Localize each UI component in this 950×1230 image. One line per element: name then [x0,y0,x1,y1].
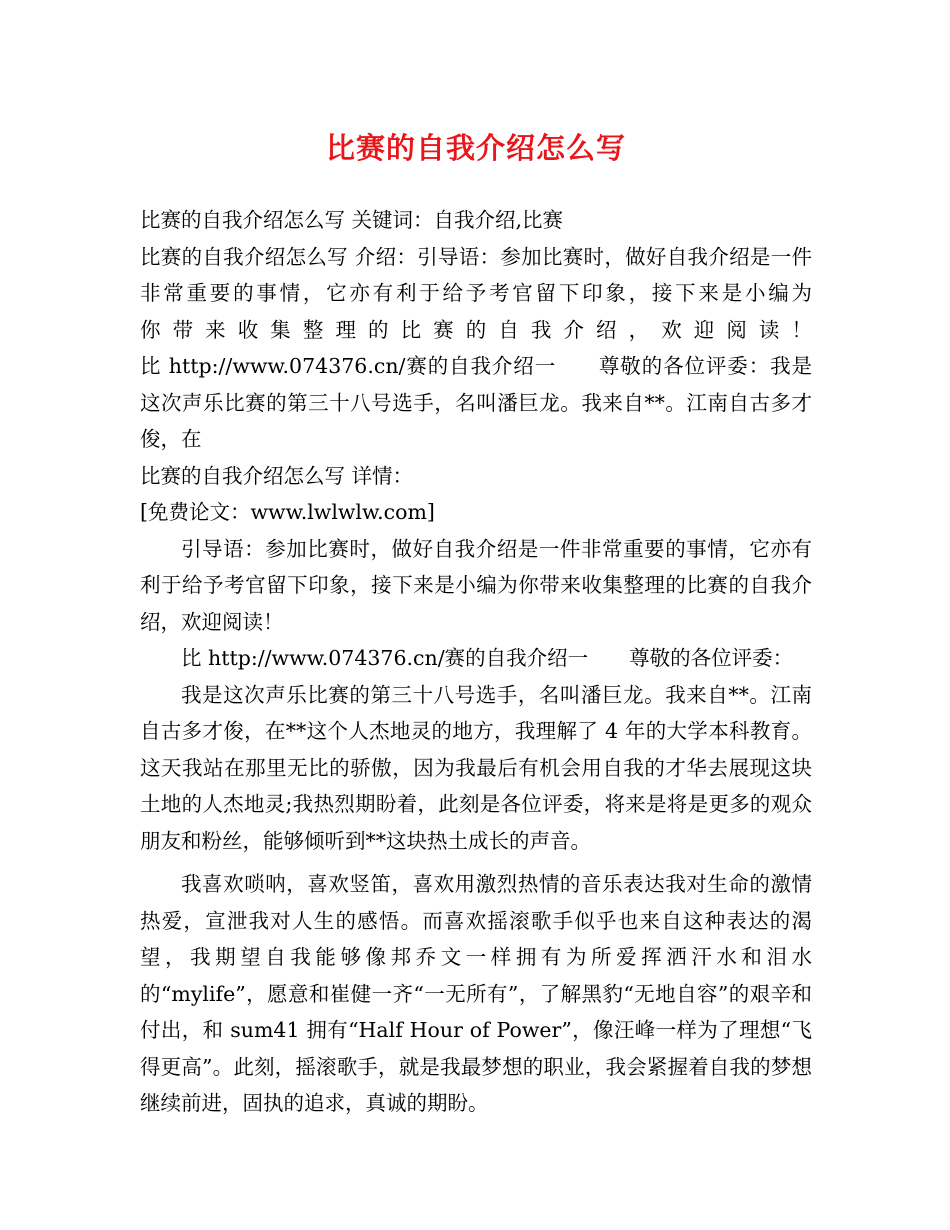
meta-keywords: 比赛的自我介绍怎么写 关键词：自我介绍,比赛 [140,208,564,232]
source-note: [免费论文：www.lwlwlw.com] [140,500,435,524]
paragraph-link: 比 http://www.074376.cn/赛的自我介绍一 尊敬的各位评委： [181,646,794,670]
paragraph-intro: 引导语：参加比赛时，做好自我介绍是一件非常重要的事情，它亦有利于给予考官留下印象，接下来是小编为你带来收集整理的比赛的自我介绍，欢迎阅读！ [140,536,812,634]
paragraph-self-intro: 我是这次声乐比赛的第三十八号选手，名叫潘巨龙。我来自**。江南自古多才俊，在**这个人杰地灵的地方，我理解了 4 年的大学本科教育。这天我站在那里无比的骄傲，因为我最后有机会用自我的才华去展现这块土地的人杰地灵;我热烈期盼着，此刻是各位评委，将来是将是更多的观众朋友和粉丝，能够倾听到**这块热土成长的声音。 [140,682,812,853]
document-title: 比赛的自我介绍怎么写 [325,131,626,165]
meta-intro-line-1: 比赛的自我介绍怎么写 介绍：引导语：参加比赛时，做好自我介绍是一件非常重要的事情，它亦有利于给予考官留下印象，接下来是小编为 [140,244,812,305]
paragraph-music: 我喜欢唢呐，喜欢竖笛，喜欢用激烈热情的音乐表达我对生命的激情热爱，宣泄我对人生的感悟。而喜欢摇滚歌手似乎也来自这种表达的渴望，我期望自我能够像邦乔文一样拥有为所爱挥洒汗水和泪水的“mylife”，愿意和崔健一齐“一无所有”，了解黑豹“无地自容”的艰辛和付出，和 sum41 拥有“Half Hour of Power”，像汪峰一样为了理想“飞得更高”。此刻，摇滚歌手，就是我最梦想的职业，我会紧握着自我的梦想继续前进，固执的追求，真诚的期盼。 [140,872,812,1115]
meta-intro-line-3: 比 http://www.074376.cn/赛的自我介绍一 尊敬的各位评委：我是这次声乐比赛的第三十八号选手，名叫潘巨龙。我来自**。江南自古多才俊，在 [140,354,812,451]
meta-details: 比赛的自我介绍怎么写 详情： [140,463,414,488]
document-body [140,202,812,1122]
meta-intro-line-2: 你带来收集整理的比赛的自我介绍，欢迎阅读！ [140,317,812,342]
